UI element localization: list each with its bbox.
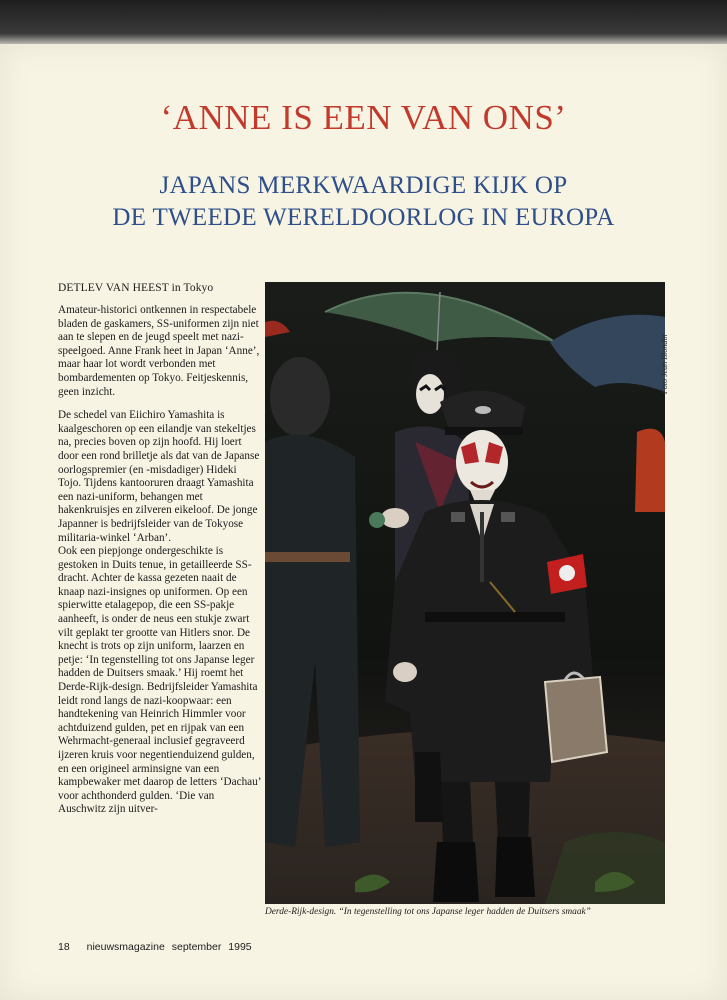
- issue-year: 1995: [228, 941, 252, 953]
- byline: DETLEV VAN HEEST in Tokyo: [58, 282, 214, 294]
- article-body: [58, 304, 261, 817]
- photo-credit: Foto Jean Blondin: [660, 334, 669, 394]
- article-subheadline: [20, 170, 707, 234]
- article-paragraph-1: De schedel van Eiichiro Yamashita is kaalgeschoren op een eilandje van stekeltjes na, precies boven op zijn hoofd. Hij loert door een rond brilletje als dat van de Japanse oorlogspremier (en -misdadiger) Hideki Tojo. Tijdens kantooruren draagt Yamashita een nazi-uniform, behangen met hakenkruisjes en zilveren eikeloof. De jonge Japanner is bedrijfsleider van de Tokyose militaria-winkel ‘Arban’.: [58, 409, 260, 544]
- article-photo: [265, 282, 665, 904]
- article-headline: ‘ANNE IS EEN VAN ONS’: [160, 98, 567, 137]
- photo-caption: Derde-Rijk-design. “In tegenstelling tot ons Japanse leger hadden de Duitsers smaak”: [265, 907, 591, 917]
- scanner-background: [0, 0, 727, 48]
- page-number: 18: [58, 941, 70, 953]
- article-paragraph-2: Ook een piepjonge ondergeschikte is gestoken in Duits tenue, in getailleerde SS-dracht. Achter de kassa gezeten naait de knaap nazi-insignes op uniformen. Op een spierwitte etalagepop, die een SS-pakje aanheeft, is onder de neus een stukje zwart vilt geplakt ter grootte van Hitlers snor. De knecht is trots op zijn uniform, laarzen en petje: ‘In tegenstelling tot ons Japanse leger hadden de Duitsers smaak.’ Hij roemt het Derde-Rijk-design. Bedrijfsleider Yamashita leidt rond langs de nazi-koopwaar: een handtekening van Heinrich Himmler voor achtduizend gulden, pet en rijpak van een Wehrmacht-generaal inclusief gegraveerd ijzeren kruis voor negentienduizend gulden, en een origineel arminsigne van een kampbewaker met daarop de letters ‘Dachau’ voor achthonderd gulden. ‘Die van Auschwitz zijn uitver-: [58, 545, 261, 816]
- page-footer: [58, 941, 256, 953]
- issue-month: september: [171, 941, 222, 953]
- photo-illustration: [265, 282, 665, 904]
- subhead-line-1: JAPANS MERKWAARDIGE KIJK OP: [159, 172, 568, 199]
- article-lead: Amateur-historici ontkennen in respectabele bladen de gaskamers, SS-uniformen zijn niet aan te slepen en de jeugd speelt met nazi-speelgoed. Anne Frank heet in Japan ‘Anne’, maar haar lot wordt verbonden met bombardementen op Tokyo. Feitjeskennis, geen inzicht.: [58, 304, 260, 398]
- subhead-line-2: DE TWEEDE WERELDOORLOG IN EUROPA: [112, 204, 615, 231]
- publication-name: nieuwsmagazine: [86, 941, 165, 953]
- briefcase: [545, 677, 607, 762]
